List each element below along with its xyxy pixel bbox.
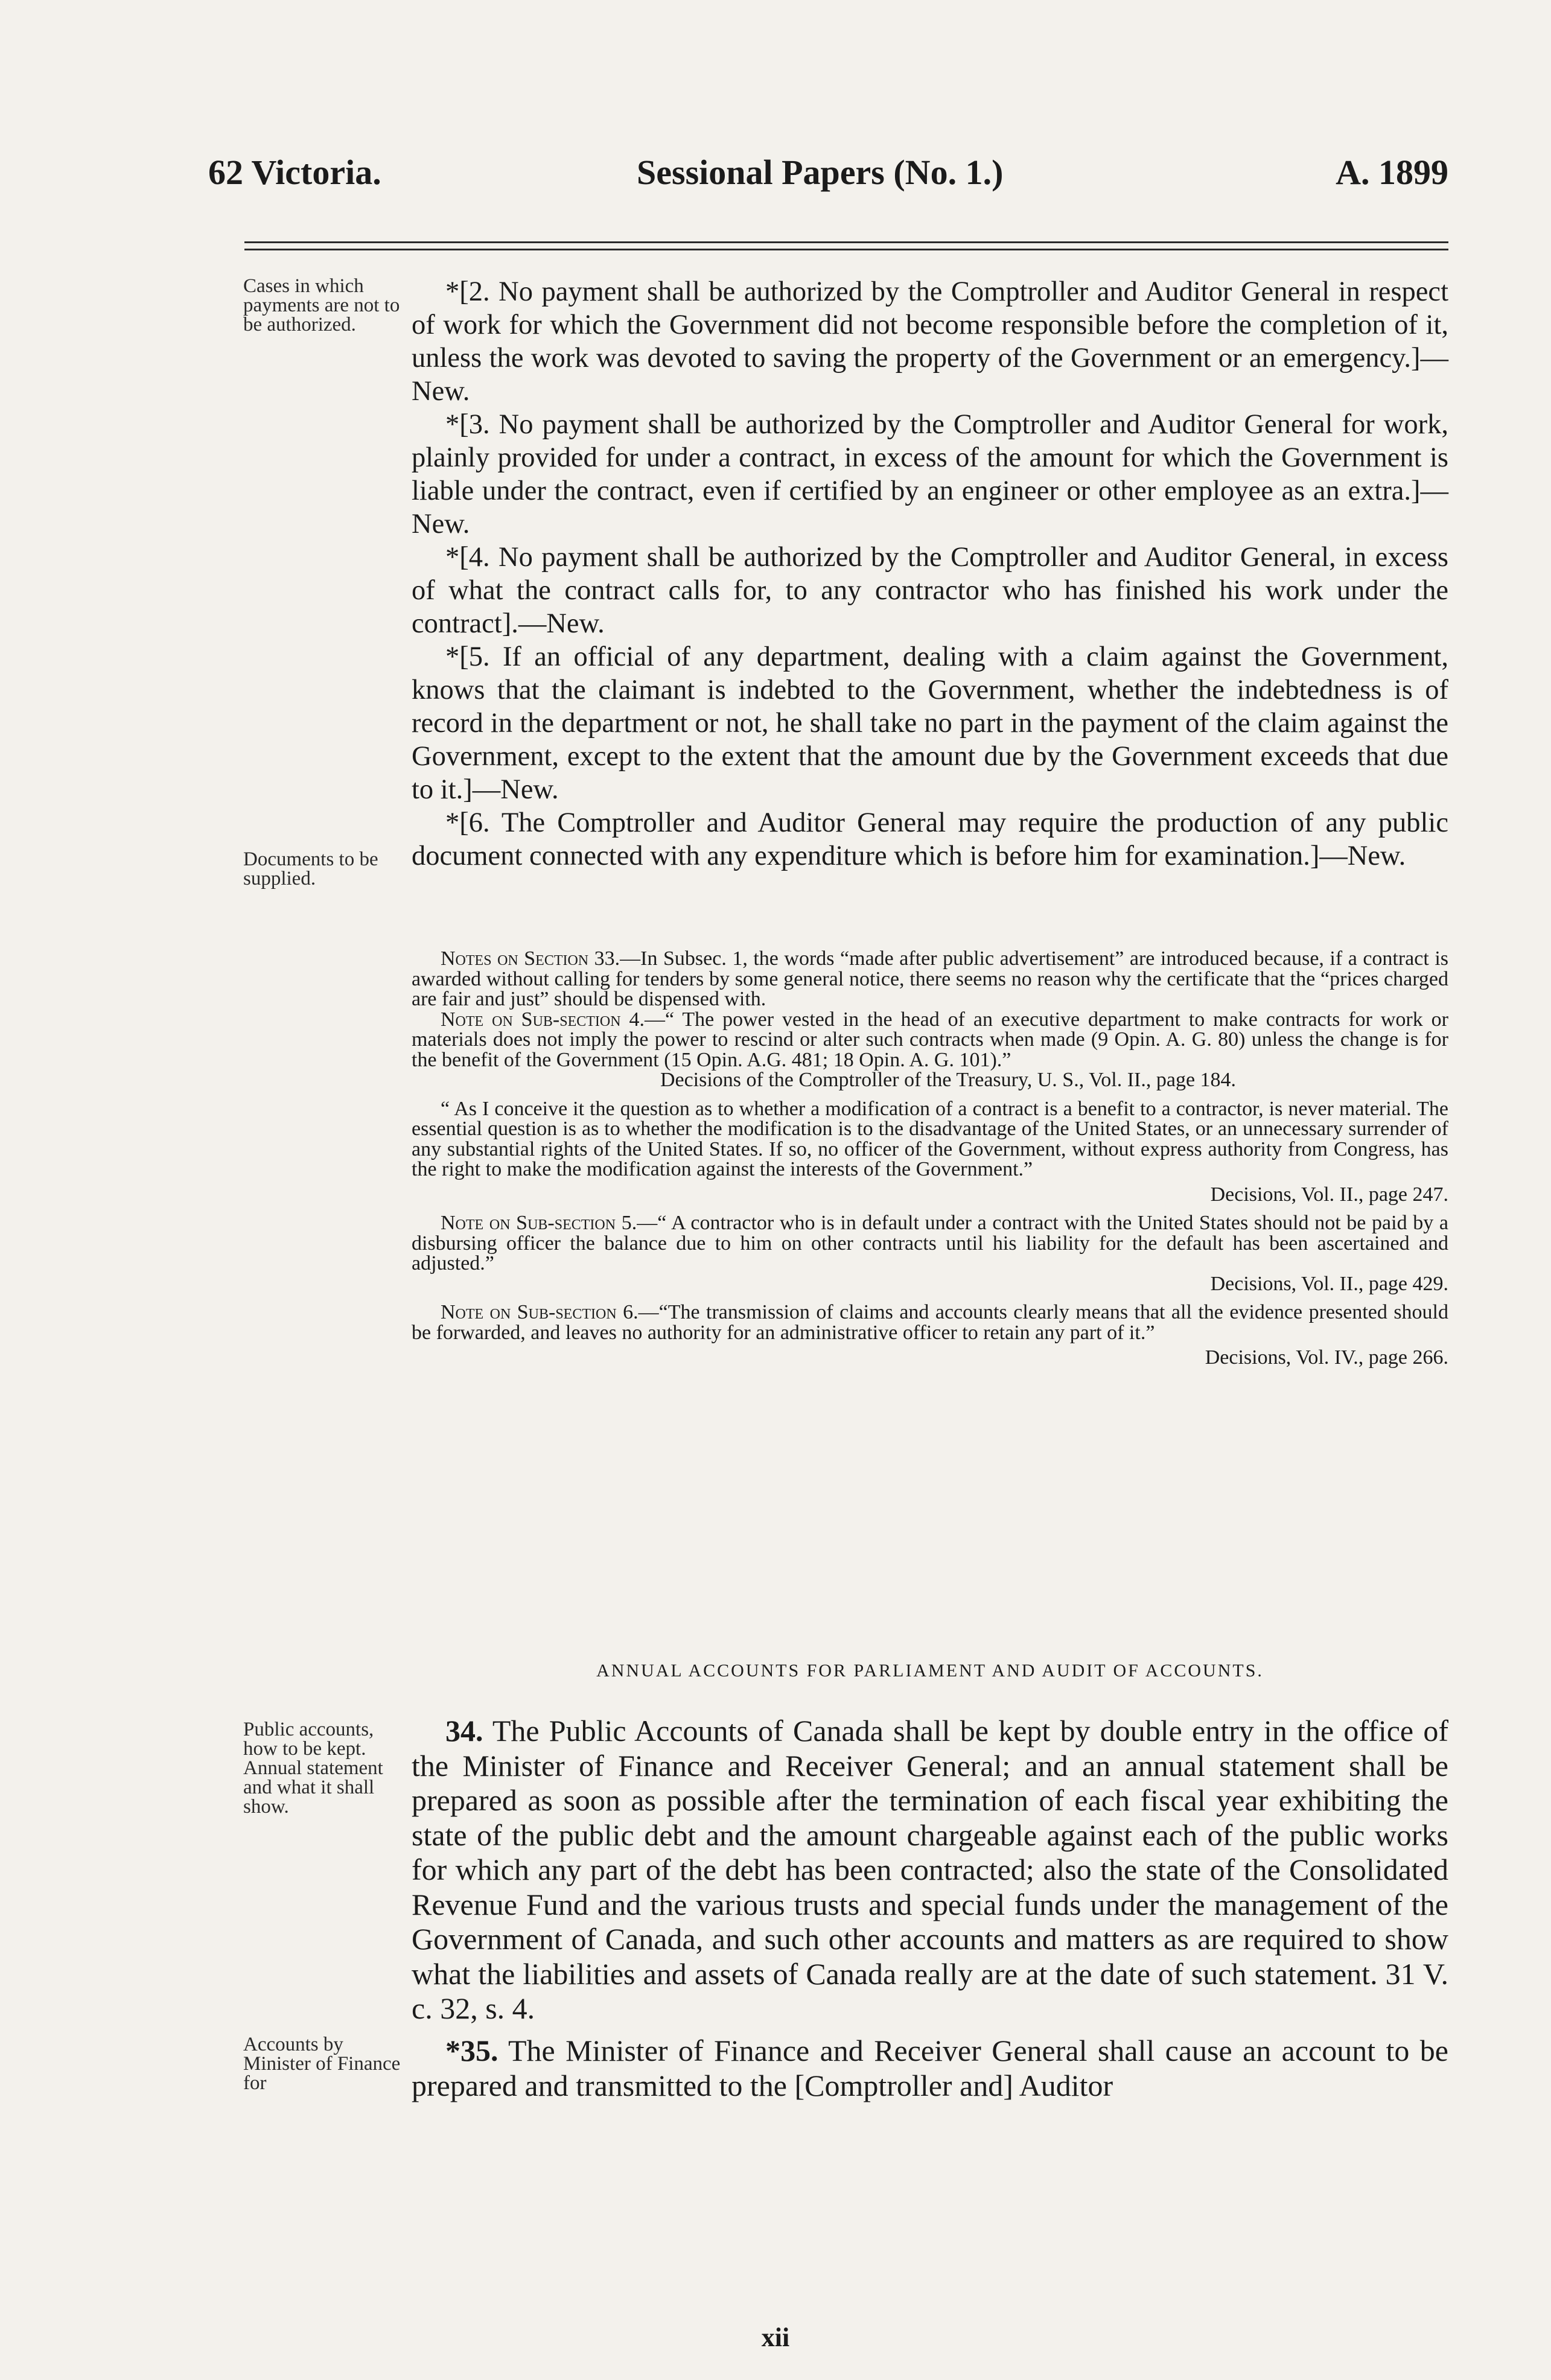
note-6-citation: Decisions, Vol. IV., page 266. <box>1205 1346 1448 1369</box>
note-5-text: —“ A contractor who is in default under a contract with the United States should not be paid by a disbursing officer the balance due to him on other contracts until his liability for the default has been ascertained and adjusted.” <box>412 1212 1448 1274</box>
section-3: *[3. No payment shall be authorized by the Comptroller and Auditor General for work, plainly provided for under a contract, in excess of the amount for which the Government is liable under the contract, even if certified by an engineer or other employee as an extra.]—New. <box>412 409 1448 539</box>
note-subsection-4 <box>412 1010 1448 1071</box>
quote-citation: Decisions, Vol. II., page 247. <box>1210 1183 1448 1206</box>
note-5-label: Note on Sub-section 5. <box>441 1212 637 1234</box>
note-6-text: —“The transmission of claims and accounts clearly means that all the evidence presented should be forwarded, and leaves no authority for an administrative officer to retain any part of it.” <box>412 1301 1448 1344</box>
section-5: *[5. If an official of any department, dealing with a claim against the Government, knows that the claimant is indebted to the Government, whether the indebtedness is of record in the department or not, he shall take no part in the payment of the claim against the Government, except to the extent that the amount due by the Government exceeds that due to it.]—New. <box>412 641 1448 805</box>
margin-note-public-accounts: Public accounts, how to be kept. Annual statement and what it shall show. <box>243 1719 383 1818</box>
quote-paragraph: “ As I conceive it the question as to whether a modification of a contract is a benefit to a contractor, is never material. The essential question is as to whether the modification is to the disadvantage of the United States, or an unnecessary surrender of any substantial rights of the United States. If so, no officer of the Government, without express authority from Congress, has the right to make the modification against the interests of the Government.” <box>412 1097 1448 1180</box>
section-35-number: *35. <box>445 2034 498 2067</box>
section-6: *[6. The Comptroller and Auditor General may require the production of any public document connected with any expenditure which is before him for examination.]—New. <box>412 807 1448 871</box>
note-section-33 <box>412 949 1448 1010</box>
section-34 <box>412 1714 1448 2026</box>
page-number: xii <box>761 2323 790 2352</box>
margin-note-cases: Cases in which payments are not to be authorized. <box>243 275 400 336</box>
section-34-text: The Public Accounts of Canada shall be kept by double entry in the office of the Minister of Finance and Receiver General; and an annual statement shall be prepared as soon as possible after the termination of each fiscal year exhibiting the state of the public debt and the amount chargeable against each of the public works for which any part of the debt has been contracted; also the state of the Consolidated Revenue Fund and the various trusts and special funds under the management of the Government of Canada, and such other accounts and matters as are required to show what the liabilities and assets of Canada really are at the date of such statement. 31 V. c. 32, s. 4. <box>412 1714 1448 2025</box>
header-right: A. 1899 <box>1336 153 1448 192</box>
section-4: *[4. No payment shall be authorized by the Comptroller and Auditor General, in excess of what the contract calls for, to any contractor who has finished his work under the contract].—New. <box>412 542 1448 639</box>
note-33-label: Notes on Section 33. <box>441 947 620 970</box>
header-center: Sessional Papers (No. 1.) <box>637 153 1004 192</box>
note-4-text: —“ The power vested in the head of an executive department to make contracts for work or materials does not imply the power to rescind or alter such contracts when made (9 Opin. A. G. 80) unless the change is for the benefit of the Government (15 Opin. A.G. 481; 18 Opin. A. G. 101).” <box>412 1008 1448 1071</box>
note-33-text: —In Subsec. 1, the words “made after public advertisement” are introduced because, if a contract is awarded without calling for tenders by some general notice, there seems no reason why the certificate that the “prices charged are fair and just” should be dispensed with. <box>412 947 1448 1010</box>
note-5-citation: Decisions, Vol. II., page 429. <box>1210 1272 1448 1295</box>
notes-block <box>412 949 1448 1368</box>
section-34-number: 34. <box>445 1714 483 1748</box>
note-4-citation: Decisions of the Comptroller of the Treasury, U. S., Vol. II., page 184. <box>660 1069 1237 1091</box>
margin-note-documents: Documents to be supplied. <box>243 848 378 889</box>
running-header <box>208 152 1448 206</box>
sections-block <box>412 275 1448 873</box>
section-2: *[2. No payment shall be authorized by the Comptroller and Auditor General in respect of work for which the Government did not become responsible before the completion of it, unless the work was devoted to saving the property of the Government or an emergency.]—New. <box>412 276 1448 407</box>
header-left: 62 Victoria. <box>208 153 381 192</box>
margin-note-accounts-by: Accounts by Minister of Finance for <box>243 2034 401 2094</box>
header-rule-bottom <box>244 249 1448 250</box>
note-6-label: Note on Sub-section 6. <box>441 1301 639 1323</box>
note-4-label: Note on Sub-section 4. <box>441 1008 645 1031</box>
section-35-text: The Minister of Finance and Receiver General shall cause an account to be prepared and transmitted to the [Comptroller and] Auditor <box>412 2034 1448 2102</box>
section-35 <box>412 2034 1448 2103</box>
section-heading: ANNUAL ACCOUNTS FOR PARLIAMENT AND AUDIT OF ACCOUNTS. <box>596 1661 1264 1681</box>
note-subsection-5 <box>412 1213 1448 1274</box>
note-subsection-6 <box>412 1302 1448 1343</box>
header-rule-top <box>244 241 1448 243</box>
